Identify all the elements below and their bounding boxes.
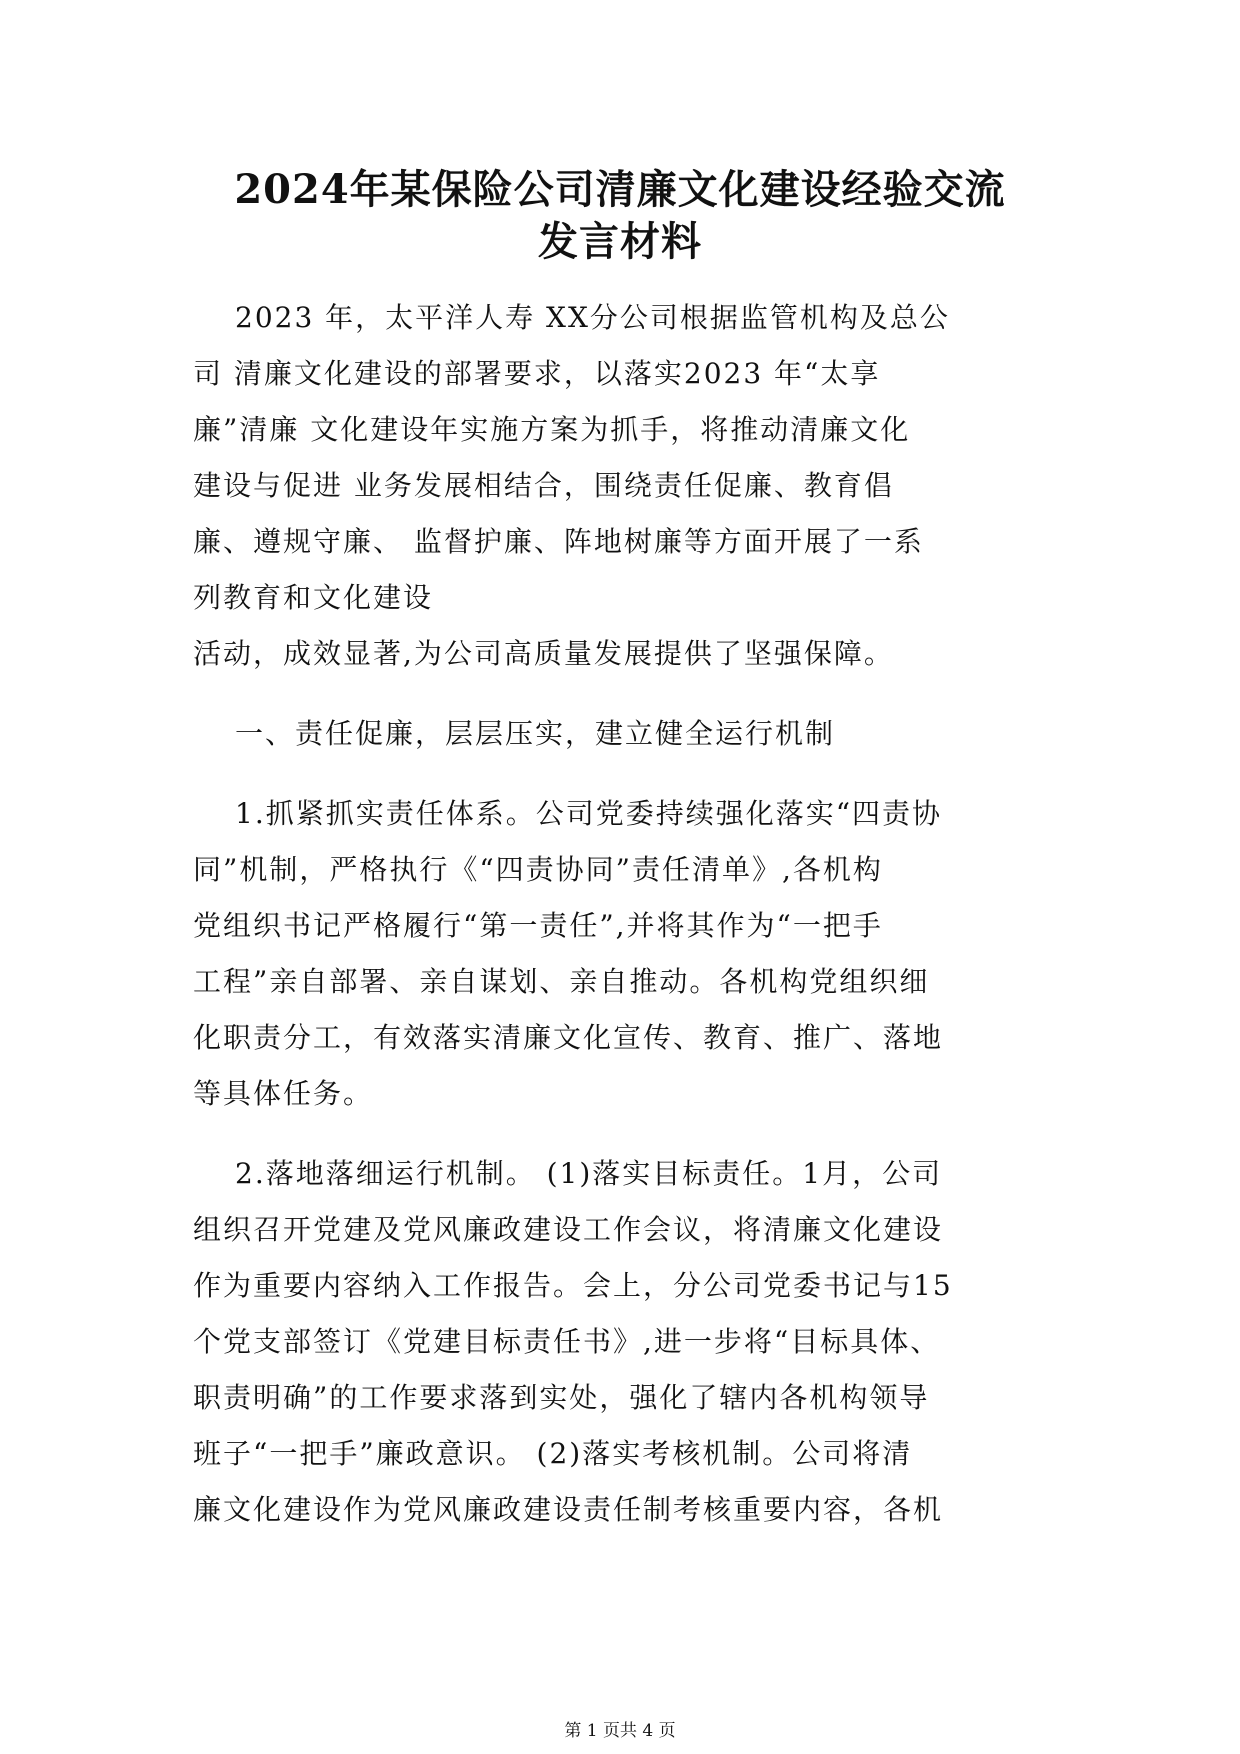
paragraph-line: 党组织书记严格履行“第一责任”,并将其作为“一把手: [193, 909, 883, 942]
paragraph-line: 组织召开党建及党风廉政建设工作会议，将清廉文化建设: [193, 1213, 944, 1246]
paragraph-line: 化职责分工，有效落实清廉文化宣传、教育、推广、落地: [193, 1021, 944, 1054]
intro-line: 列教育和文化建设: [193, 581, 434, 614]
intro-line: 廉”清廉 文化建设年实施方案为抓手，将推动清廉文化: [193, 413, 911, 446]
paragraph-line: 班子“一把手”廉政意识。 (2)落实考核机制。公司将清: [193, 1437, 913, 1470]
intro-line: 廉、遵规守廉、 监督护廉、阵地树廉等方面开展了一系: [193, 525, 924, 558]
paragraph-line: 同”机制，严格执行《“四责协同”责任清单》,各机构: [193, 853, 883, 886]
paragraph-line: 作为重要内容纳入工作报告。会上，分公司党委书记与15: [193, 1269, 953, 1302]
intro-line: 活动，成效显著,为公司高质量发展提供了坚强保障。: [193, 637, 894, 670]
intro-line: 司 清廉文化建设的部署要求，以落实2023 年“太享: [193, 357, 881, 390]
paragraph-line: 个党支部签订《党建目标责任书》,进一步将“目标具体、: [193, 1325, 941, 1358]
section-heading: 一、责任促廉，层层压实，建立健全运行机制: [235, 717, 836, 750]
paragraph-line: 廉文化建设作为党风廉政建设责任制考核重要内容，各机: [193, 1493, 944, 1526]
paragraph-line: 工程”亲自部署、亲自谋划、亲自推动。各机构党组织细: [193, 965, 930, 998]
page-number-footer: 第 1 页共 4 页: [564, 1721, 676, 1741]
paragraph-line: 2.落地落细运行机制。 (1)落实目标责任。1月，公司: [235, 1157, 943, 1190]
intro-line: 2023 年，太平洋人寿 XX分公司根据监管机构及总公: [235, 301, 950, 334]
paragraph-line: 1.抓紧抓实责任体系。公司党委持续强化落实“四责协: [235, 797, 943, 830]
document-title-line-1: 2024年某保险公司清廉文化建设经验交流: [234, 166, 1006, 213]
paragraph-line: 职责明确”的工作要求落到实处，强化了辖内各机构领导: [193, 1381, 930, 1414]
document-title-line-2: 发言材料: [538, 218, 702, 265]
intro-line: 建设与促进 业务发展相结合，围绕责任促廉、教育倡: [193, 469, 894, 502]
paragraph-line: 等具体任务。: [193, 1077, 374, 1110]
